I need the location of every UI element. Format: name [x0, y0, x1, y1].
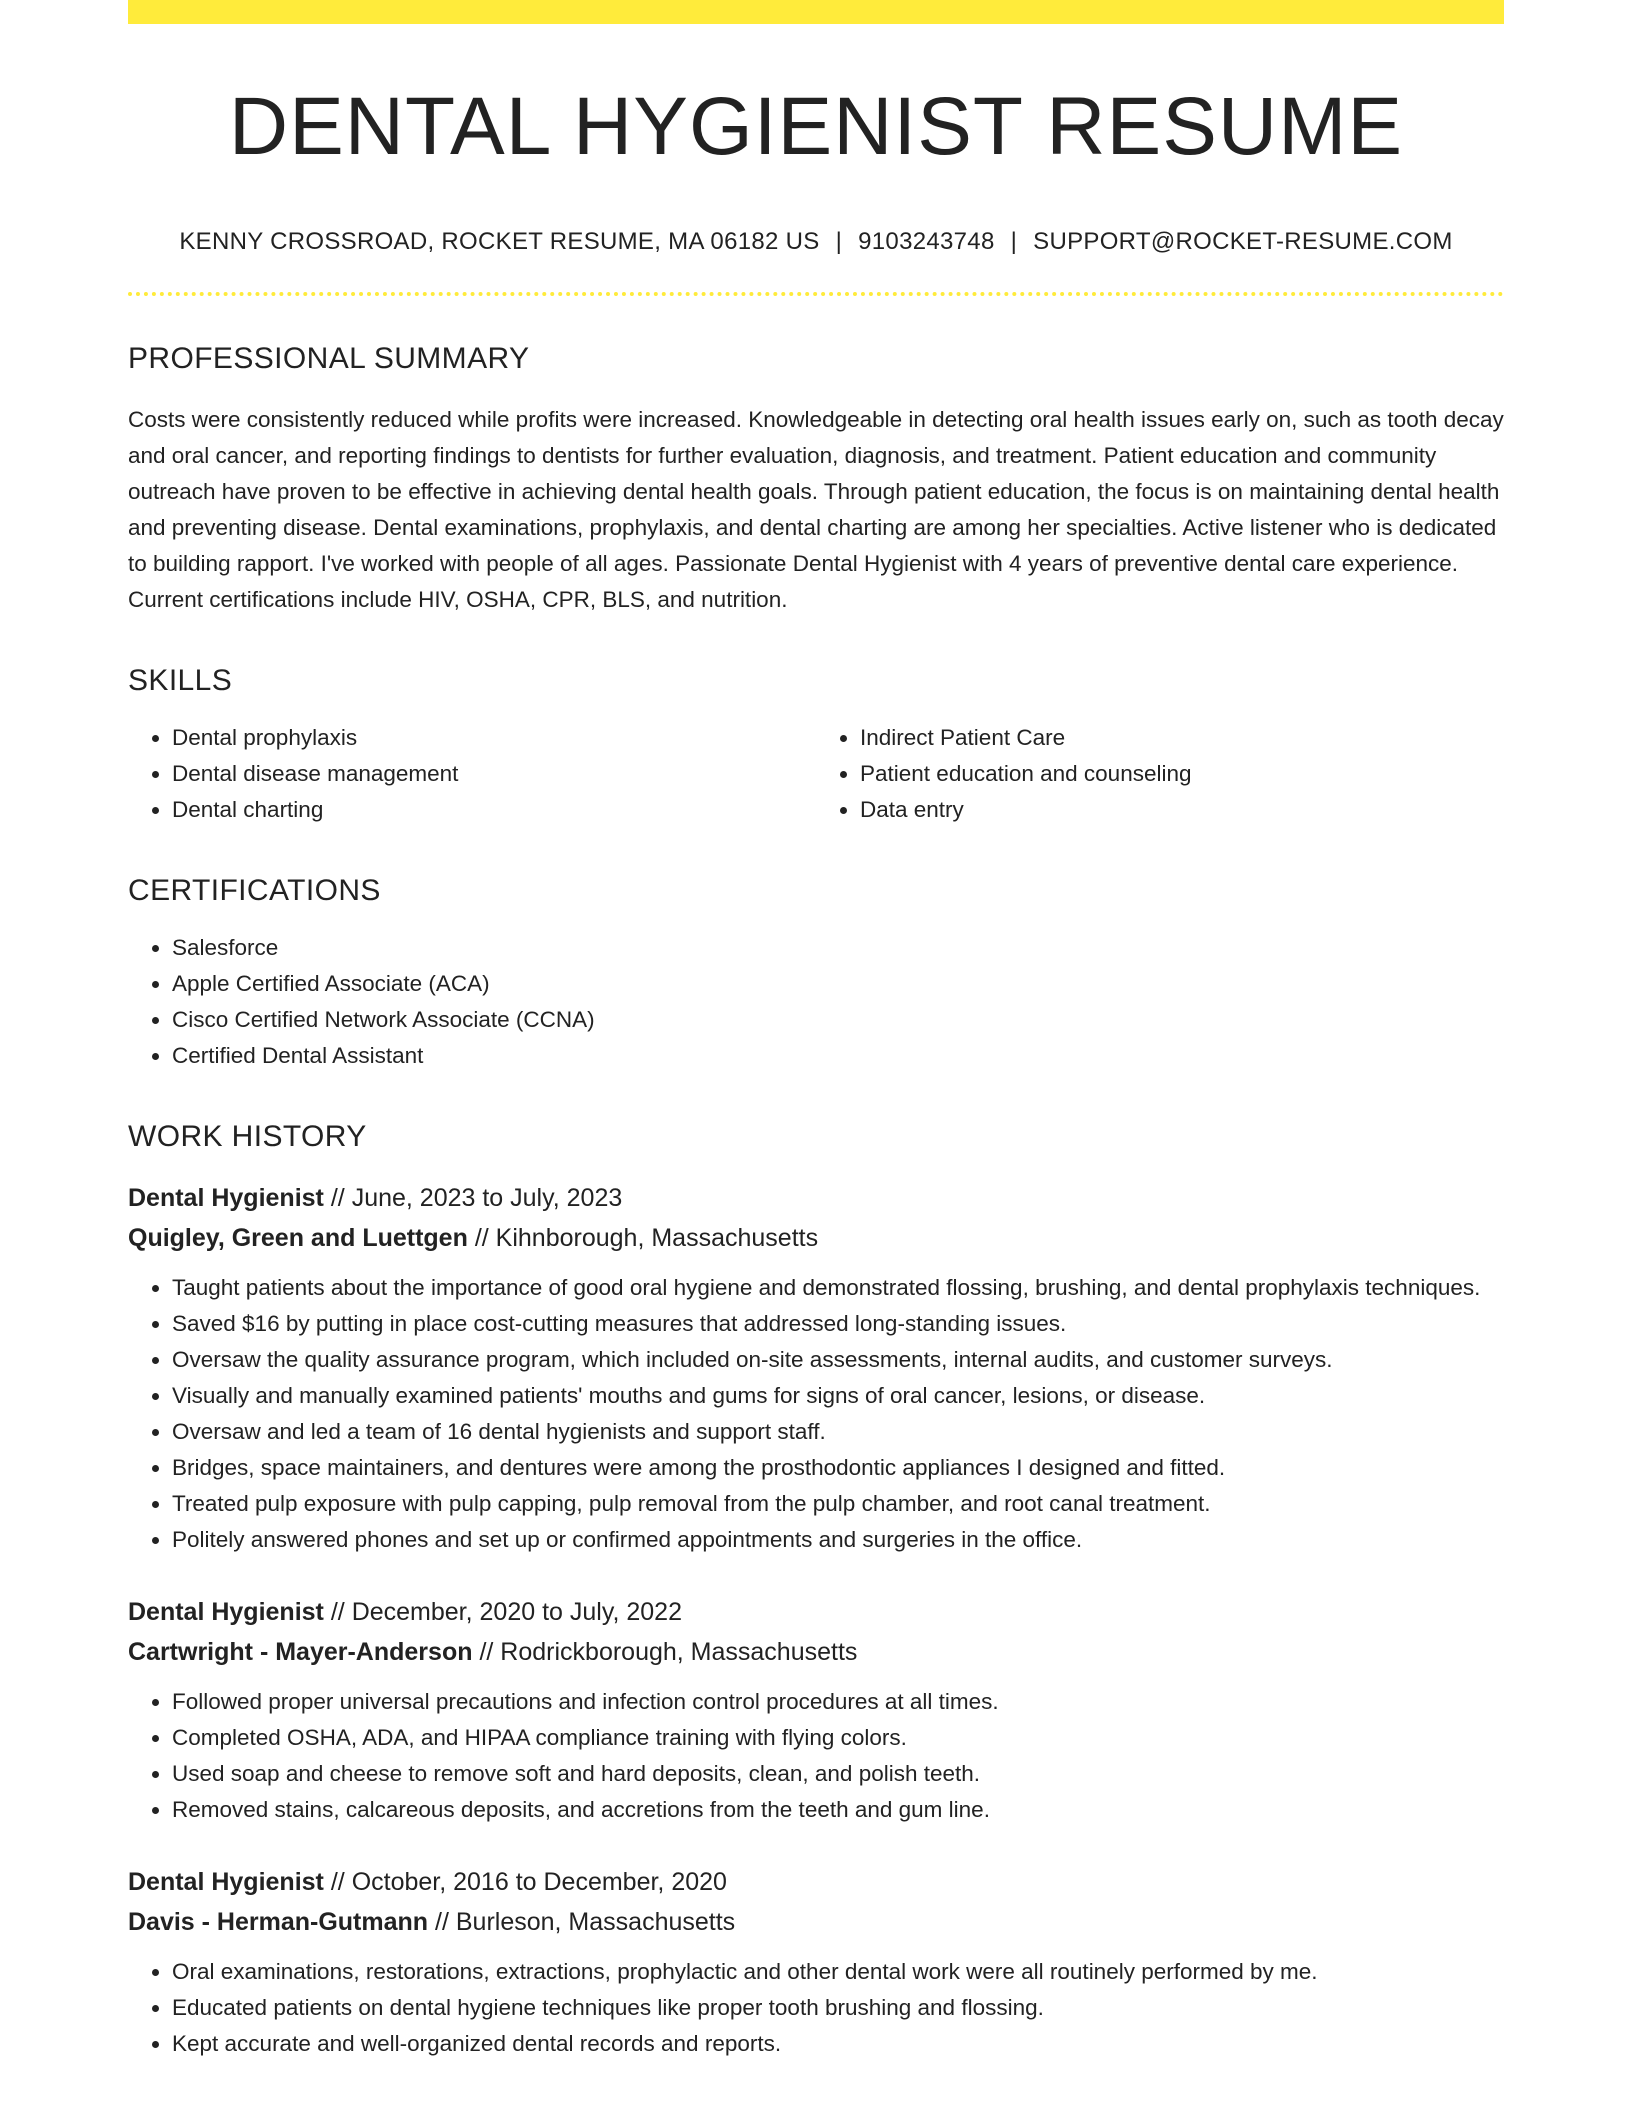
job-connector: //: [330, 1184, 345, 1213]
certification-item: • Salesforce: [172, 930, 1504, 966]
job-connector: //: [330, 1598, 345, 1627]
job-location: Kihnborough, Massachusetts: [495, 1224, 819, 1253]
skill-item: • Indirect Patient Care: [860, 720, 1504, 756]
job-title: Dental Hygienist: [128, 1868, 324, 1897]
job-dates: December, 2020 to July, 2022: [351, 1598, 682, 1627]
job-title-line: [128, 1592, 1504, 1632]
job-company-line: [128, 1902, 1504, 1942]
job-connector: //: [474, 1224, 489, 1253]
dotted-divider: [128, 292, 1504, 296]
resume-title: DENTAL HYGIENIST RESUME: [228, 81, 1404, 172]
job-connector: //: [435, 1908, 449, 1937]
job-title: Dental Hygienist: [128, 1598, 324, 1627]
job-bullets: [128, 1954, 1504, 2062]
skills-heading: SKILLS: [128, 664, 233, 698]
certifications-list: [128, 930, 1504, 1074]
contact-phone: 9103243748: [858, 228, 995, 256]
job-bullet: • Oversaw the quality assurance program, which included on-site assessments, internal audits, and customer surveys.: [172, 1342, 1504, 1378]
job-company: Cartwright - Mayer-Anderson: [128, 1638, 473, 1667]
job-bullet: • Used soap and cheese to remove soft and hard deposits, clean, and polish teeth.: [172, 1756, 1504, 1792]
job-title-line: [128, 1178, 1504, 1218]
job-bullet: • Completed OSHA, ADA, and HIPAA compliance training with flying colors.: [172, 1720, 1504, 1756]
resume-content: [128, 24, 1504, 2062]
skill-item: • Data entry: [860, 792, 1504, 828]
skill-item: • Dental disease management: [172, 756, 816, 792]
job-bullet: • Visually and manually examined patients' mouths and gums for signs of oral cancer, lesions, or disease.: [172, 1378, 1504, 1414]
job-company-line: [128, 1218, 1504, 1258]
job-bullet: • Oral examinations, restorations, extractions, prophylactic and other dental work were all routinely performed by me.: [172, 1954, 1504, 1990]
contact-separator: |: [1010, 228, 1018, 256]
job-bullets: [128, 1270, 1504, 1558]
job-entry: [128, 1592, 1504, 1828]
job-entry: [128, 1178, 1504, 1558]
skill-item: • Dental charting: [172, 792, 816, 828]
job-company: Quigley, Green and Luettgen: [128, 1224, 468, 1253]
job-location: Rodrickborough, Massachusetts: [500, 1638, 858, 1667]
job-company: Davis - Herman-Gutmann: [128, 1908, 429, 1937]
job-bullet: • Followed proper universal precautions and infection control procedures at all times.: [172, 1684, 1504, 1720]
contact-email: SUPPORT@ROCKET-RESUME.COM: [1033, 228, 1453, 256]
job-bullet: • Educated patients on dental hygiene techniques like proper tooth brushing and flossing.: [172, 1990, 1504, 2026]
job-bullet: • Saved $16 by putting in place cost-cutting measures that addressed long-standing issues.: [172, 1306, 1504, 1342]
certification-item: • Apple Certified Associate (ACA): [172, 966, 1504, 1002]
accent-top-bar: [128, 0, 1504, 24]
job-bullet: • Treated pulp exposure with pulp capping, pulp removal from the pulp chamber, and root canal treatment.: [172, 1486, 1504, 1522]
job-dates: October, 2016 to December, 2020: [351, 1868, 727, 1897]
job-connector: //: [330, 1868, 345, 1897]
work-history-heading: WORK HISTORY: [128, 1120, 367, 1154]
job-bullet: • Bridges, space maintainers, and dentures were among the prosthodontic appliances I designed and fitted.: [172, 1450, 1504, 1486]
job-bullet: • Kept accurate and well-organized dental records and reports.: [172, 2026, 1504, 2062]
job-dates: June, 2023 to July, 2023: [351, 1184, 623, 1213]
job-company-line: [128, 1632, 1504, 1672]
job-connector: //: [479, 1638, 494, 1667]
summary-heading: PROFESSIONAL SUMMARY: [128, 342, 530, 376]
job-title-line: [128, 1862, 1504, 1902]
summary-text: Costs were consistently reduced while profits were increased. Knowledgeable in detecting oral health issues early on, such as tooth decay and oral cancer, and reporting findings to dentists for further evaluation, diagnosis, and treatment. Patient education and community outreach have proven to be effective in achieving dental health goals. Through patient education, the focus is on maintaining dental health and preventing disease. Dental examinations, prophylaxis, and dental charting are among her specialties. Active listener who is dedicated to building rapport. I've worked with people of all ages. Passionate Dental Hygienist with 4 years of preventive dental care experience. Current certifications include HIV, OSHA, CPR, BLS, and nutrition.: [128, 407, 1504, 613]
skills-list-right: [816, 720, 1504, 828]
job-title: Dental Hygienist: [128, 1184, 324, 1213]
contact-separator: |: [835, 228, 843, 256]
job-entry: [128, 1862, 1504, 2062]
skill-item: • Patient education and counseling: [860, 756, 1504, 792]
skills-list-left: [128, 720, 816, 828]
job-bullets: [128, 1684, 1504, 1828]
skill-item: • Dental prophylaxis: [172, 720, 816, 756]
certification-item: • Certified Dental Assistant: [172, 1038, 1504, 1074]
job-bullet: • Removed stains, calcareous deposits, and accretions from the teeth and gum line.: [172, 1792, 1504, 1828]
job-bullet: • Taught patients about the importance of good oral hygiene and demonstrated flossing, brushing, and dental prophylaxis techniques.: [172, 1270, 1504, 1306]
certification-item: • Cisco Certified Network Associate (CCNA): [172, 1002, 1504, 1038]
job-location: Burleson, Massachusetts: [455, 1908, 736, 1937]
job-bullet: • Politely answered phones and set up or confirmed appointments and surgeries in the office.: [172, 1522, 1504, 1558]
certifications-heading: CERTIFICATIONS: [128, 874, 381, 908]
skills-columns: [128, 720, 1504, 828]
contact-line: [128, 228, 1504, 256]
job-bullet: • Oversaw and led a team of 16 dental hygienists and support staff.: [172, 1414, 1504, 1450]
contact-address: KENNY CROSSROAD, ROCKET RESUME, MA 06182 US: [179, 228, 820, 256]
